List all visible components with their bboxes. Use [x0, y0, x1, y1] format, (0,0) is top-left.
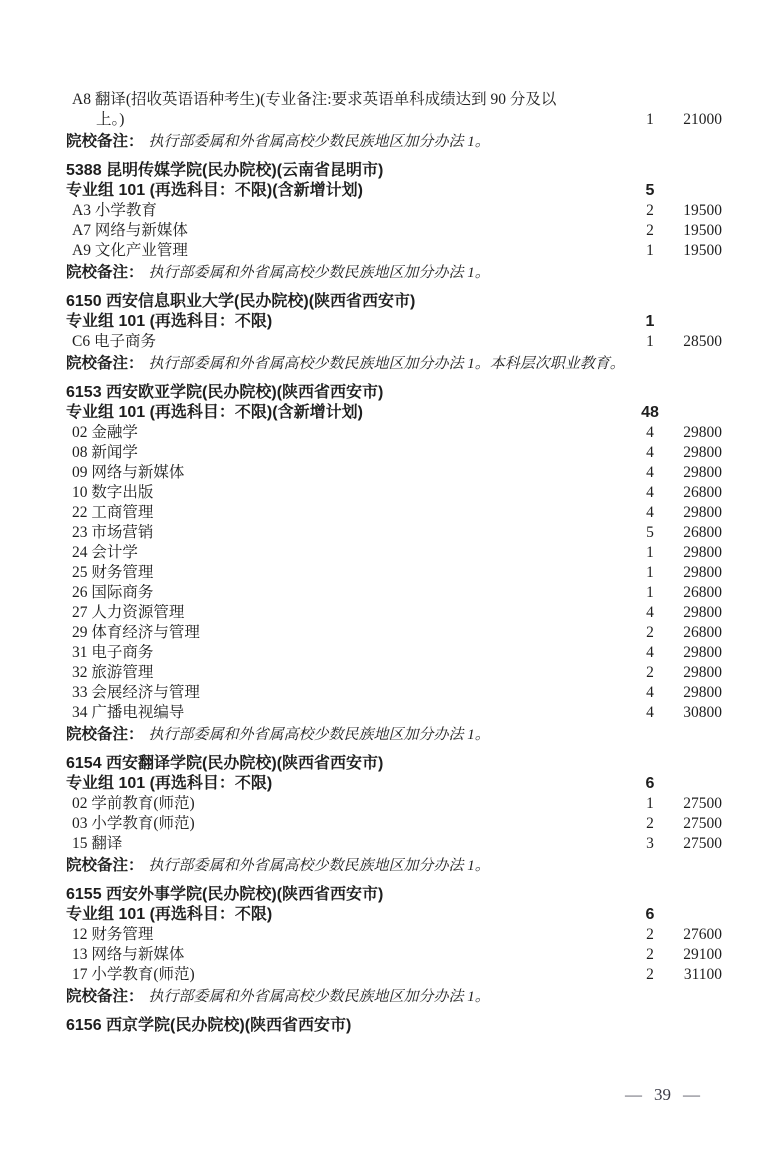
major-row: [66, 543, 722, 563]
tuition-fee: 26800: [683, 484, 722, 501]
plan-count: 2: [646, 815, 654, 832]
remark-prefix: 院校备注：: [66, 726, 144, 743]
remark-row: [66, 856, 722, 876]
major-row: [66, 563, 722, 583]
major-label: 23 市场营销: [72, 524, 154, 541]
tuition-fee: 19500: [683, 242, 722, 259]
major-label: 26 国际商务: [72, 584, 154, 601]
major-group-label: 专业组 101 (再选科目：不限): [66, 906, 273, 923]
plan-count: 4: [646, 684, 654, 701]
plan-count: 3: [646, 835, 654, 852]
group-row: [66, 403, 722, 423]
major-row: [66, 423, 722, 443]
tuition-fee: 29800: [683, 424, 722, 441]
major-label: 33 会展经济与管理: [72, 684, 200, 701]
plan-count: 1: [646, 242, 654, 259]
tuition-fee: 29800: [683, 504, 722, 521]
major-label: 17 小学教育(师范): [72, 966, 195, 983]
plan-count: 2: [646, 966, 654, 983]
remark-content: [66, 856, 632, 876]
plan-count: 5: [645, 182, 655, 199]
tuition-fee: 21000: [683, 111, 722, 128]
plan-count: 1: [646, 333, 654, 350]
plan-count: 4: [646, 484, 654, 501]
group-row: [66, 181, 722, 201]
tuition-fee: 29800: [683, 604, 722, 621]
tuition-fee: 29800: [683, 664, 722, 681]
plan-count: 4: [646, 604, 654, 621]
plan-count: 4: [646, 504, 654, 521]
group-row: [66, 312, 722, 332]
major-row: [66, 945, 722, 965]
major-label: 03 小学教育(师范): [72, 815, 195, 832]
remark-text: 执行部委属和外省属高校少数民族地区加分办法 1。本科层次职业教育。: [148, 356, 625, 372]
remark-content: [66, 987, 632, 1007]
major-row: [66, 201, 722, 221]
plan-count: 6: [645, 775, 655, 792]
tuition-fee: 19500: [683, 222, 722, 239]
remark-text: 执行部委属和外省属高校少数民族地区加分办法 1。: [148, 134, 490, 150]
tuition-fee: 26800: [683, 624, 722, 641]
remark-prefix: 院校备注：: [66, 264, 144, 281]
remark-content: [66, 263, 632, 283]
plan-count: 4: [646, 704, 654, 721]
school-row: [66, 754, 722, 774]
tuition-fee: 29800: [683, 464, 722, 481]
major-row: [66, 925, 722, 945]
school-row: [66, 383, 722, 403]
school-title: 6154 西安翻译学院(民办院校)(陕西省西安市): [66, 755, 384, 772]
major-row: [66, 794, 722, 814]
major-group-label: 专业组 101 (再选科目：不限): [66, 775, 273, 792]
tuition-fee: 27600: [683, 926, 722, 943]
school-title: 6155 西安外事学院(民办院校)(陕西省西安市): [66, 886, 384, 903]
tuition-fee: 29100: [683, 946, 722, 963]
tuition-fee: 29800: [683, 644, 722, 661]
major-row: [66, 332, 722, 352]
plan-count: 1: [646, 564, 654, 581]
remark-row: [66, 132, 722, 152]
major-group-label: 专业组 101 (再选科目：不限)(含新增计划): [66, 404, 363, 421]
plan-count: 4: [646, 424, 654, 441]
major-label: 08 新闻学: [72, 444, 138, 461]
major-row: [66, 483, 722, 503]
remark-text: 执行部委属和外省属高校少数民族地区加分办法 1。: [148, 989, 490, 1005]
school-title: 5388 昆明传媒学院(民办院校)(云南省昆明市): [66, 162, 384, 179]
major-row: [66, 443, 722, 463]
major-row: [66, 834, 722, 854]
major-label: 15 翻译: [72, 835, 123, 852]
major-label: 13 网络与新媒体: [72, 946, 185, 963]
tuition-fee: 31100: [683, 966, 722, 983]
tuition-fee: 29800: [683, 564, 722, 581]
major2-row: [66, 90, 722, 130]
group-row: [66, 905, 722, 925]
tuition-fee: 27500: [683, 835, 722, 852]
major-label: C6 电子商务: [72, 333, 156, 350]
plan-count: 2: [646, 926, 654, 943]
school-row: [66, 885, 722, 905]
plan-count: 5: [646, 524, 654, 541]
plan-count: 4: [646, 444, 654, 461]
plan-count: 48: [641, 404, 659, 421]
major-row: [66, 643, 722, 663]
remark-row: [66, 725, 722, 745]
remark-prefix: 院校备注：: [66, 133, 144, 150]
school-row: [66, 1016, 722, 1036]
major-label: A3 小学教育: [72, 202, 157, 219]
major-label: 02 学前教育(师范): [72, 795, 195, 812]
remark-content: [66, 354, 632, 374]
major-label: 27 人力资源管理: [72, 604, 185, 621]
major-row: [66, 965, 722, 985]
plan-count: 6: [645, 906, 655, 923]
major-label-line1: A8 翻译(招收英语语种考生)(专业备注:要求英语单科成绩达到 90 分及以: [72, 91, 557, 108]
major-label: 02 金融学: [72, 424, 138, 441]
tuition-fee: 29800: [683, 684, 722, 701]
major-label: 22 工商管理: [72, 504, 154, 521]
tuition-fee: 26800: [683, 524, 722, 541]
major-label-line2: 上。): [96, 111, 125, 128]
school-row: [66, 292, 722, 312]
remark-content: [66, 725, 632, 745]
major-label: 24 会计学: [72, 544, 138, 561]
tuition-fee: 27500: [683, 795, 722, 812]
remark-prefix: 院校备注：: [66, 355, 144, 372]
tuition-fee: 29800: [683, 544, 722, 561]
major-label: 31 电子商务: [72, 644, 154, 661]
major-row: [66, 221, 722, 241]
major-label: A9 文化产业管理: [72, 242, 188, 259]
remark-row: [66, 263, 722, 283]
major-row: [66, 663, 722, 683]
plan-count: 2: [646, 664, 654, 681]
major-row: [66, 814, 722, 834]
group-row: [66, 774, 722, 794]
plan-count: 1: [646, 544, 654, 561]
remark-prefix: 院校备注：: [66, 988, 144, 1005]
plan-count: 4: [646, 464, 654, 481]
major-group-label: 专业组 101 (再选科目：不限)(含新增计划): [66, 182, 363, 199]
tuition-fee: 26800: [683, 584, 722, 601]
major-row: [66, 703, 722, 723]
plan-count: 1: [646, 111, 654, 128]
plan-count: 1: [646, 795, 654, 812]
major-label: 09 网络与新媒体: [72, 464, 185, 481]
page-footer: [625, 1085, 700, 1105]
remark-text: 执行部委属和外省属高校少数民族地区加分办法 1。: [148, 265, 490, 281]
plan-count: 4: [646, 644, 654, 661]
major-row: [66, 603, 722, 623]
footer-dash-right: —: [683, 1085, 700, 1104]
remark-text: 执行部委属和外省属高校少数民族地区加分办法 1。: [148, 858, 490, 874]
school-title: 6150 西安信息职业大学(民办院校)(陕西省西安市): [66, 293, 416, 310]
remark-text: 执行部委属和外省属高校少数民族地区加分办法 1。: [148, 727, 490, 743]
tuition-fee: 28500: [683, 333, 722, 350]
major-row: [66, 583, 722, 603]
major-row: [66, 503, 722, 523]
major-label: 32 旅游管理: [72, 664, 154, 681]
remark-prefix: 院校备注：: [66, 857, 144, 874]
tuition-fee: 19500: [683, 202, 722, 219]
remark-row: [66, 987, 722, 1007]
footer-dash-left: —: [625, 1085, 642, 1104]
tuition-fee: 27500: [683, 815, 722, 832]
major-group-label: 专业组 101 (再选科目：不限): [66, 313, 273, 330]
major-label: 34 广播电视编导: [72, 704, 185, 721]
plan-count: 2: [646, 624, 654, 641]
major-label: [66, 90, 632, 130]
major-row: [66, 523, 722, 543]
plan-count: 2: [646, 946, 654, 963]
school-title: 6156 西京学院(民办院校)(陕西省西安市): [66, 1017, 352, 1034]
remark-content: [66, 132, 632, 152]
major-row: [66, 241, 722, 261]
major-row: [66, 683, 722, 703]
major-row: [66, 623, 722, 643]
plan-count: 2: [646, 222, 654, 239]
school-title: 6153 西安欧亚学院(民办院校)(陕西省西安市): [66, 384, 384, 401]
plan-count: 1: [645, 313, 655, 330]
plan-count: 1: [646, 584, 654, 601]
school-row: [66, 161, 722, 181]
major-row: [66, 463, 722, 483]
remark-row: [66, 354, 722, 374]
major-label: 25 财务管理: [72, 564, 154, 581]
tuition-fee: 29800: [683, 444, 722, 461]
major-label: A7 网络与新媒体: [72, 222, 188, 239]
tuition-fee: 30800: [683, 704, 722, 721]
plan-count: 2: [646, 202, 654, 219]
major-label: 29 体育经济与管理: [72, 624, 200, 641]
page-number: 39: [654, 1085, 671, 1104]
major-label: 12 财务管理: [72, 926, 154, 943]
admission-plan-list: [0, 90, 777, 1036]
major-label: 10 数字出版: [72, 484, 154, 501]
